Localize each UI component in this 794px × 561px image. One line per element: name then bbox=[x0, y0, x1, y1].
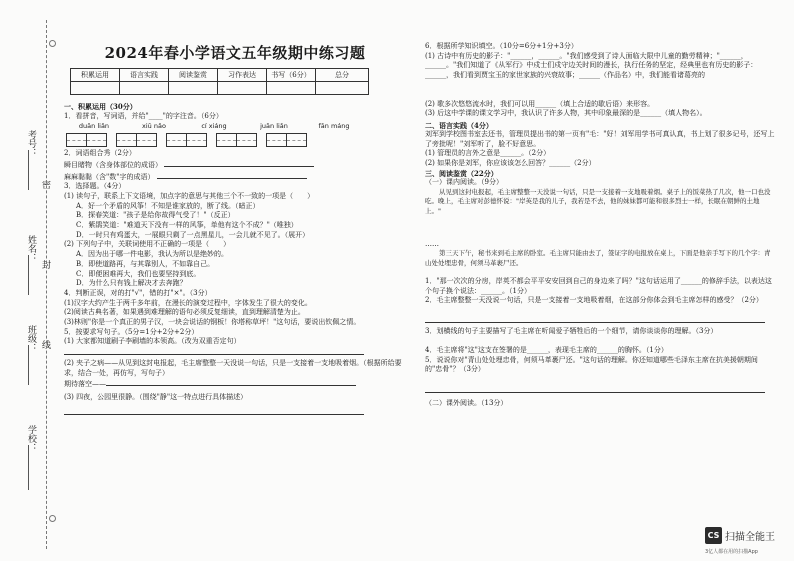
scanner-watermark bbox=[705, 527, 775, 544]
pinyin-item: duān liǎn bbox=[78, 122, 110, 131]
writing-cell[interactable] bbox=[86, 133, 107, 147]
banji-line bbox=[28, 345, 29, 385]
pinyin-item: fān máng bbox=[318, 122, 350, 131]
q3-1-c: C．紫鹃笑道："难道天下没有一样的风筝，单他有这个不成？"（唯独） bbox=[76, 221, 298, 230]
writing-cell[interactable] bbox=[136, 133, 157, 147]
question-6: 6．根据所学知识填空。（10分=6分+1分+3分） bbox=[425, 42, 578, 50]
q2-b: 麻麻黏黏（含"数"字的成语） bbox=[64, 172, 155, 181]
answer-line[interactable] bbox=[164, 159, 314, 167]
writing-cell[interactable] bbox=[66, 133, 87, 147]
question-5: 5．按要求写句子。（5分=1分+2分+2分） bbox=[64, 327, 199, 336]
kaohao-label: 考号： bbox=[26, 130, 36, 157]
q4-2: (2)阅读古典名著，如果遇到难理解的语句必须反复细读，直到理解清楚为止。 bbox=[64, 308, 305, 317]
q5-3: (3) 四夜，公园里很静。（围绕"静"这一特点进行具体描述） bbox=[64, 392, 248, 401]
section-heading: 一、积累运用（30分） bbox=[64, 102, 137, 111]
q3-2: (2) 下列句子中，关联词使用不正确的一项是（ ） bbox=[64, 240, 231, 249]
q3-2-b: B．即使道路再，与其靠别人，不如靠自己。 bbox=[76, 259, 215, 268]
seal-mi: 密 bbox=[40, 180, 50, 189]
r1-q1: 1．"那一次次的分房，岸英不都会平平安安回到自己的身边来了吗？"这句话运用了______的修辞手法，以表达这个句子换个说法：______。（1分） bbox=[425, 277, 772, 295]
r1-q4: 4．毛主席将"这"这支在签署的是______，表现毛主席的______的胸怀。（1分） bbox=[425, 345, 668, 354]
score-table bbox=[70, 68, 369, 95]
reading-2-heading: （二）课外阅读。（13分） bbox=[425, 399, 508, 408]
question-1: 1．看拼音，写词语，并给"____"的字注音。（6分） bbox=[64, 111, 223, 120]
xingming-label: 姓名： bbox=[26, 235, 36, 262]
pinyin-item: cí xiáng bbox=[201, 122, 227, 131]
writing-cell[interactable] bbox=[166, 133, 187, 147]
q6-2: (2) 歌多次悠悠流水时，我们可以用______（填上合适的歇后语）来形容。 bbox=[425, 99, 655, 108]
q3-2-a: A．因为出于哪一件电影，我认为所以是绝妙的。 bbox=[76, 250, 229, 259]
score-cell[interactable] bbox=[218, 82, 267, 95]
q7-2: (2) 如果你是刘军，你应该该怎么回答？______（2分） bbox=[425, 158, 596, 167]
binding-hole bbox=[49, 515, 56, 522]
pinyin-row bbox=[64, 122, 409, 132]
question-4: 4．判断正误，对的打"√"，错的打"×"。（3分） bbox=[64, 288, 212, 297]
writing-cell[interactable] bbox=[266, 133, 287, 147]
answer-line[interactable] bbox=[157, 171, 307, 179]
q5-2: (2) 夹子之病——从见到这封电报起，毛主席整整一天没说一句话，只是一支接着一支地吸着烟。（根据所给要求，结合一处，再仿写，写句子） bbox=[64, 358, 402, 377]
question-7: 刘军到学校图书室去还书，管理员提出书的第一页有"毛："好！刘军用学书可真认真，书上划了很多记号，还写上了旁批呢！"刘军听了，脸不好意思。 bbox=[425, 130, 775, 148]
scanner-subtitle: 3亿人都在用的扫描App bbox=[705, 549, 758, 555]
q6-3: (3) 后这中学课的课文学习中，我认识了许多人物，其中印象最深的是______（填人物名）。 bbox=[425, 109, 707, 118]
seal-dashed-line bbox=[46, 20, 47, 549]
seal-feng: 封 bbox=[40, 260, 50, 269]
q5-1: (1) 大家都知道刷子李刷墙的本领高。（改为双重否定句） bbox=[64, 337, 241, 346]
q3-1-b: B．探春笑道："孩子是给你故得气受了！"（反正） bbox=[76, 211, 235, 220]
score-header: 语言实践 bbox=[120, 69, 169, 82]
question-3: 3．选择题。（4分） bbox=[64, 182, 126, 191]
seal-xian: 线 bbox=[40, 340, 50, 349]
score-cell[interactable] bbox=[120, 82, 169, 95]
answer-line[interactable] bbox=[64, 347, 364, 355]
q3-1: (1) 读句子，联系上下文语境，加点字的意思与其他三个不一致的一项是（ ） bbox=[64, 191, 315, 200]
writing-cell[interactable] bbox=[216, 133, 237, 147]
q3-1-d: D．一时只有鸡蛋大，一展眼只剩了一点黑星儿，一会儿就不见了。（展开） bbox=[76, 230, 310, 239]
pinyin-item: xiū nǎo bbox=[142, 122, 166, 131]
score-cell[interactable] bbox=[71, 82, 120, 95]
xingming-line bbox=[28, 255, 29, 295]
score-cell[interactable] bbox=[169, 82, 218, 95]
q3-2-c: C．即便困难再大，我们也要坚持到底。 bbox=[76, 269, 201, 278]
reading-1-passage: 从见到这封电报起，毛主席整整一天没说一句话，只是一支接着一支地吸着烟。桌子上的饭菜热了几次，他一口也没吃。晚上，毛主席对彭德怀说："岸英是我的儿子，我若是不去，他的妹妹都可能和很多烈士一样，长眠在朝鲜的土地上。" bbox=[425, 187, 771, 215]
q6-1: (1) 古诗中有历史的影子："______，______。"我们感受到了诗人面临大限中儿童的勤劳精神；"______，______。"我们知道了《从军行》中戍士们戍守边关时间的漫长，执行任务的坚定，经典里也有历史的影子：______，我们看到贾宝玉的家世家族的兴衰故事；______（作品名）中，我们能看诸葛亮的 bbox=[425, 51, 758, 79]
binding-margin bbox=[0, 0, 48, 561]
r1-q5: 5．说说你对"青山处处埋忠骨，何须马革裹尸还。"这句话的理解。你还知道哪些毛泽东主席在抗美援朝期间的"忠骨"？（3分） bbox=[425, 355, 758, 374]
q7-1: (1) 管理员的言外之意是______。（2分） bbox=[425, 149, 551, 158]
banji-label: 班级： bbox=[26, 325, 36, 352]
q2-a: 瞬目睹物（含身体部位的成语） bbox=[64, 160, 162, 169]
r1-q3: 3．划横线的句子主要描写了毛主席在听闻爱子牺牲后的一个细节，请你谈谈你的理解。（3分） bbox=[425, 326, 718, 335]
score-header: 阅读鉴赏 bbox=[169, 69, 218, 82]
writing-grid bbox=[66, 133, 409, 147]
scanner-name: 扫描全能王 bbox=[725, 532, 775, 543]
binding-hole bbox=[49, 40, 56, 47]
score-header: 积累运用 bbox=[71, 69, 120, 82]
writing-cell[interactable] bbox=[236, 133, 257, 147]
score-cell[interactable] bbox=[316, 82, 369, 95]
answer-line[interactable] bbox=[425, 385, 765, 393]
pinyin-item: juān liǎn bbox=[260, 122, 288, 131]
xuexiao-line bbox=[28, 445, 29, 490]
scanner-logo: CS bbox=[705, 527, 722, 544]
xuexiao-label: 学校： bbox=[26, 425, 36, 452]
q3-2-d: D．为什么只有钱上解决才去奔跑？ bbox=[76, 279, 187, 288]
q5-2-b: 期待落空—— bbox=[64, 380, 106, 389]
q4-3: (3)林则"你是一个真正的男子汉，一块会说话的钢板！你塔称草坪！"这句话，要说出钦佩之情。 bbox=[64, 318, 361, 327]
writing-cell[interactable] bbox=[116, 133, 137, 147]
q3-1-a: A．好一个矛盾的风筝！不知是谁家放的，断了线。（暗正） bbox=[76, 201, 260, 210]
reading-1-heading: （一）课内阅读。（9分） bbox=[425, 178, 503, 187]
writing-cell[interactable] bbox=[286, 133, 307, 147]
r1-q2: 2．毛主席整整一天没说一句话，只是一支接着一支地吸着烟，在这部分你体会到毛主席怎样的感受？（2分） bbox=[425, 296, 763, 305]
exam-title: 2024年春小学语文五年级期中练习题 bbox=[104, 44, 366, 62]
section-heading: 三、阅读鉴赏（22分） bbox=[425, 168, 498, 178]
reading-1-passage-2: 第三天下午，秘书来到毛主席的卧室。毛主席只能由去了，签证字的电报放在桌上，下面是他亲手写下的几个字：青山处处埋忠骨，何须马革裹尸还。 bbox=[425, 249, 771, 267]
score-cell[interactable] bbox=[267, 82, 316, 95]
q4-1: (1)汉字大约产生于两千多年前，在漫长的演变过程中，字体发生了很大的变化。 bbox=[64, 298, 312, 307]
score-header: 书写（6分） bbox=[267, 69, 316, 82]
right-column: 6．根据所学知识填空。（10分=6分+1分+3分） (1) 古诗中有历史的影子："______，______。"我们感受到了诗人面临大限中儿童的勤劳精神；"______，______。"我们知道了《从军行》中戍士们戍守边关时间的漫长，执行任务的坚定，经典里也有历史的影子：______，我们看到贾宝玉的家世家族的兴衰故事；______（作品名）中，我们能看诸葛亮的 (2) 歌多次悠悠流水时，我们可以用______（填上合适的歇后语）来形容。 (3) 后这中学课的课文学习中，我认识了许多人物，其中印象最深的是______（填人物名）。 二、语言实践（4分） 刘军到学校图书室去还书，管理员提出书的第一页有"毛："好！刘军用学书可真认真，书上划了很多记号，还写上了旁批呢！"刘军听了，脸不好意思。 (1) 管理员的言外之意是______。（2分） (2) 如果你是刘军，你应该该怎么回答？______（2分） 三、阅读鉴赏（22分） （一）课内阅读。（9分） 从见到这封电报起，毛主席整整一天没说一句话，只是一支接着一支地吸着烟。桌子上的饭菜热了几次，他一口也没吃。晚上，毛主席对彭德怀说："岸英是我的儿子，我若是不去，他的妹妹都可能和很多烈士一样，长眠在朝鲜的土地上。" …… 第三天下午，秘书来到毛主席的卧室。毛主席只能由去了，签证字的电报放在桌上，下面是他亲手写下的几个字：青山处处埋忠骨，何须马革裹尸还。 1．"那一次次的分房，岸英不都会平平安安回到自己的身边来了吗？"这句话运用了______的修辞手法，以表达这个句子换个说法：______。（1分） 2．毛主席整整一天没说一句话，只是一支接着一支地吸着烟，在这部分你体会到毛主席怎样的感受？（2分） 3．划横线的句子主要描写了毛主席在听闻爱子牺牲后的一个细节，请你谈谈你的理解。（3分） 4．毛主席将"这"这支在签署的是______，表现毛主席的______的胸怀。（1分） 5．说说你对"青山处处埋忠骨，何须马革裹尸还。"这句话的理解。你还知道哪些毛泽东主席在抗美援朝期间的"忠骨"？（3分） （二）课外阅读。（13分） bbox=[425, 42, 775, 408]
left-column bbox=[64, 102, 409, 418]
score-header: 总分 bbox=[316, 69, 369, 82]
writing-cell[interactable] bbox=[186, 133, 207, 147]
question-2: 2．词语组合秀（2分） bbox=[64, 149, 136, 158]
section-heading: 二、语言实践（4分） bbox=[425, 120, 493, 130]
answer-line[interactable] bbox=[64, 407, 364, 415]
answer-line[interactable] bbox=[106, 378, 356, 386]
answer-line[interactable] bbox=[425, 315, 765, 323]
kaohao-line bbox=[28, 150, 29, 190]
score-header: 习作表达 bbox=[218, 69, 267, 82]
